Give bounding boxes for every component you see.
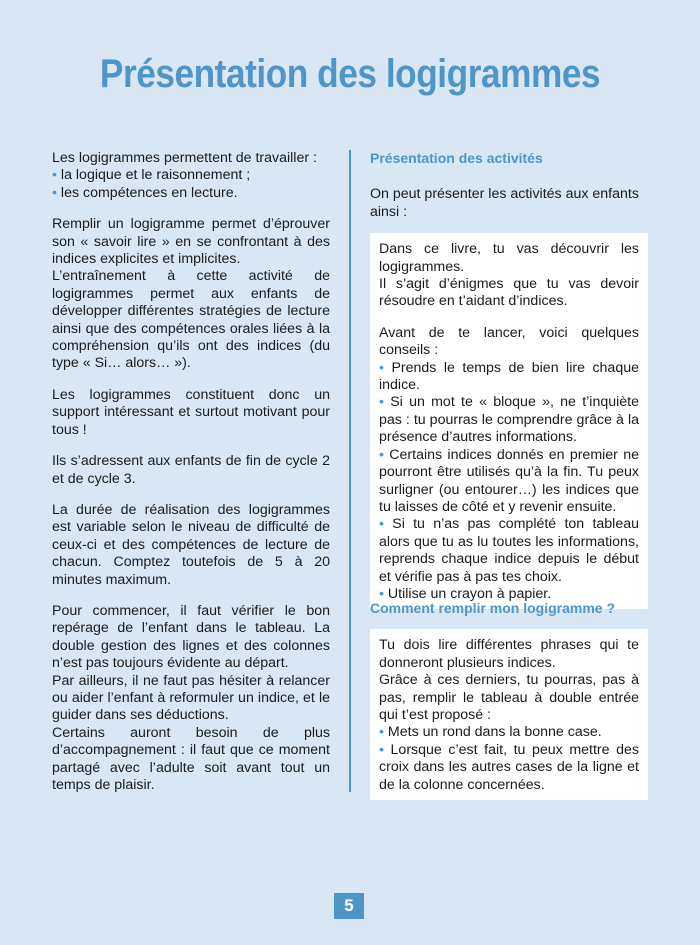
activities-intro: On peut présenter les activités aux enfants ainsi : xyxy=(370,186,639,220)
box-bullet: • Certains indices donnés en premier ne pourront être utilisés qu’à la fin. Tu peux surligner (ou entourer…) les indices que tu laisses de côté et y revenir ensuite. xyxy=(379,447,639,517)
box-bullet: • Prends le temps de bien lire chaque indice. xyxy=(379,360,639,395)
box-paragraph: Il s’agit d’énigmes que tu vas devoir résoudre en t’aidant d’indices. xyxy=(379,276,639,310)
left-paragraph: Les logigrammes constituent donc un support intéressant et surtout motivant pour tous ! xyxy=(52,386,330,438)
page-title-text: Présentation des logigrammes xyxy=(99,52,601,96)
box-bullet: • Utilise un crayon à papier. xyxy=(379,586,639,603)
how-to-box xyxy=(370,629,648,800)
box-paragraph: Tu dois lire différentes phrases qui te donneront plusieurs indices. xyxy=(379,637,639,671)
box-bullet: • Mets un rond dans la bonne case. xyxy=(379,724,639,741)
box-bullet: • Si un mot te « bloque », ne t’inquiète pas : tu pourras le comprendre grâce à la présence d’autres informations. xyxy=(379,394,639,446)
left-paragraph: L’entraînement à cette activité de logigrammes permet aux enfants de développer différentes stratégies de lecture ainsi que des compétences orales liées à la compréhension qu’ils ont des indices (du type « Si… alors… »). xyxy=(52,268,330,372)
left-paragraph: Par ailleurs, il ne faut pas hésiter à relancer ou aider l’enfant à reformuler un indice, et le guider dans ses déductions. xyxy=(52,672,330,724)
section-heading-how-to: Comment remplir mon logigramme ? xyxy=(370,600,616,616)
activities-box xyxy=(370,233,648,609)
column-divider xyxy=(349,150,351,792)
left-column xyxy=(52,150,330,794)
box-paragraph: Dans ce livre, tu vas découvrir les logigrammes. xyxy=(379,241,639,275)
page-number: 5 xyxy=(334,893,364,919)
box-bullet: • Lorsque c’est fait, tu peux mettre des croix dans les autres cases de la ligne et de la colonne concernées. xyxy=(379,742,639,794)
section-how-to xyxy=(370,600,648,800)
box-bullet: • Si tu n’as pas complété ton tableau alors que tu as lu toutes les informations, reprends chaque indice depuis le début et vérifie pas à pas tes choix. xyxy=(379,516,639,586)
page-title xyxy=(42,52,658,97)
left-intro: Les logigrammes permettent de travailler : xyxy=(52,150,317,166)
left-paragraph: La durée de réalisation des logigrammes est variable selon le niveau de difficulté de ceux-ci et des compétences de lecture de chacun. Comptez toutefois de 5 à 20 minutes maximum. xyxy=(52,501,330,588)
section-heading-activities: Présentation des activités xyxy=(370,150,543,166)
left-bullet: • les compétences en lecture. xyxy=(52,185,330,202)
box-paragraph: Avant de te lancer, voici quelques conseils : xyxy=(379,324,639,359)
box-paragraph: Grâce à ces derniers, tu pourras, pas à pas, remplir le tableau à double entrée qui t’est proposé : xyxy=(379,672,639,724)
right-column xyxy=(370,150,648,793)
left-paragraph: Ils s’adressent aux enfants de fin de cycle 2 et de cycle 3. xyxy=(52,453,330,487)
left-bullet: • la logique et le raisonnement ; xyxy=(52,167,330,184)
left-paragraph: Certains auront besoin de plus d’accompagnement : il faut que ce moment partagé avec l’adulte soit avant tout un temps de plaisir. xyxy=(52,724,330,793)
left-paragraph: Remplir un logigramme permet d’éprouver son « savoir lire » en se confrontant à des indices explicites et implicites. xyxy=(52,216,330,268)
left-paragraph: Pour commencer, il faut vérifier le bon repérage de l’enfant dans le tableau. La double gestion des lignes et des colonnes n’est pas toujours évidente au départ. xyxy=(52,602,330,672)
